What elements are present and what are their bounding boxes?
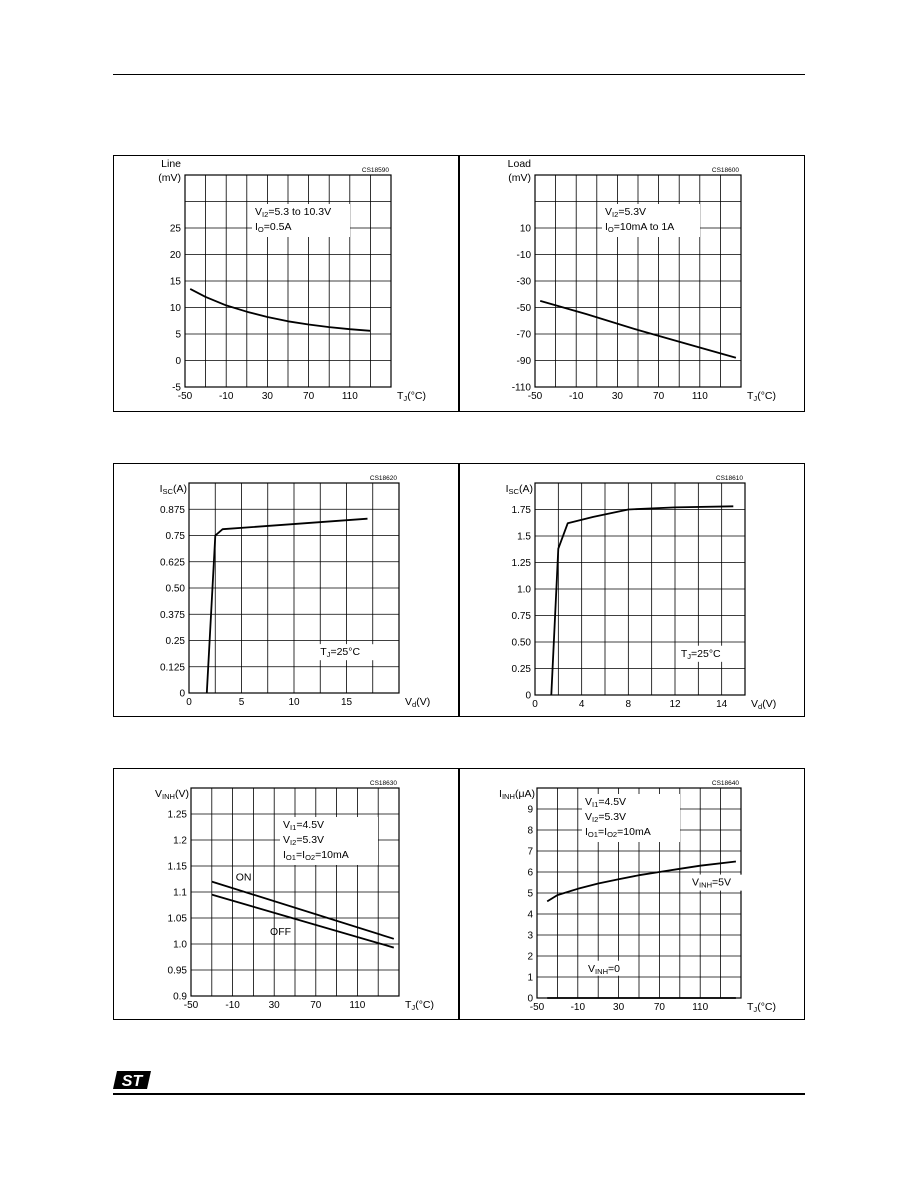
- y-tick-label: 0.75: [165, 531, 185, 542]
- annotation-text: VINH=5V: [692, 876, 732, 890]
- x-tick-label: 12: [669, 699, 681, 710]
- annotation-text: ON: [235, 871, 252, 884]
- chart-code: CS18640: [711, 780, 739, 787]
- series-line-on: [212, 882, 394, 939]
- st-logo-icon: [113, 1069, 153, 1091]
- y-tick-label: -30: [516, 276, 531, 288]
- x-tick-label: 30: [268, 1000, 280, 1011]
- x-tick-label: 30: [611, 391, 623, 402]
- y-tick-label: 0.50: [165, 583, 185, 595]
- y-axis-label: VINH(V): [154, 788, 189, 801]
- y-tick-label: 1.0: [173, 939, 187, 951]
- chart-svg: [459, 155, 805, 412]
- header-rule: [113, 74, 805, 75]
- y-tick-label: -5: [172, 382, 181, 394]
- y-tick-label: 1.0: [517, 584, 531, 596]
- condition-text: VI1=4.5V: [283, 819, 325, 832]
- x-tick-label: 70: [310, 1000, 322, 1011]
- x-tick-label: 4: [578, 699, 585, 710]
- y-tick-label: 0: [175, 356, 181, 367]
- x-tick-label: 70: [303, 391, 315, 402]
- x-tick-label: 30: [613, 1002, 625, 1013]
- condition-text: IO=0.5A: [255, 221, 292, 234]
- y-tick-label: 1.25: [167, 809, 187, 821]
- y-tick-label: 0.95: [167, 965, 187, 977]
- chart-code: CS18630: [369, 780, 397, 787]
- y-axis-label: (mV): [158, 172, 181, 184]
- y-tick-label: 0.25: [165, 636, 185, 647]
- annotation-text: TJ=25°C: [680, 647, 721, 661]
- x-axis-label: TJ(°C): [405, 999, 434, 1012]
- y-tick-label: 7: [527, 846, 533, 858]
- panel-inhibit-current: [459, 768, 805, 1020]
- condition-text: VI2=5.3V: [585, 811, 627, 824]
- x-axis-label: Vd(V): [751, 698, 777, 711]
- x-axis-label: TJ(°C): [747, 1001, 776, 1014]
- chart-code: CS18620: [369, 475, 397, 482]
- y-axis-label: ISC(A): [505, 483, 533, 496]
- y-tick-label: -50: [516, 303, 531, 314]
- condition-text: IO1=IO2=10mA: [585, 826, 651, 839]
- panel-short-circuit-current-2: [459, 463, 805, 717]
- y-tick-label: 1.2: [173, 835, 187, 847]
- x-tick-label: 15: [340, 697, 353, 708]
- condition-text: VI2=5.3 to 10.3V: [255, 206, 332, 219]
- annotation-text: TJ=25°C: [320, 646, 361, 660]
- y-tick-label: 2: [527, 951, 533, 963]
- y-tick-label: -10: [516, 250, 531, 261]
- x-tick-label: 14: [716, 699, 728, 710]
- x-tick-label: 10: [288, 697, 300, 708]
- y-tick-label: 0: [525, 690, 531, 702]
- y-axis-label: ISC(A): [159, 483, 187, 496]
- condition-text: VI2=5.3V: [283, 834, 325, 847]
- x-tick-label: 30: [261, 391, 273, 402]
- panel-line-regulation: [113, 155, 459, 412]
- x-tick-label: 70: [653, 391, 665, 402]
- y-tick-label: 0: [179, 688, 185, 700]
- panel-frame: [460, 156, 805, 412]
- y-tick-label: 0.375: [159, 609, 185, 621]
- x-axis-label: TJ(°C): [747, 390, 776, 403]
- y-tick-label: 3: [527, 930, 533, 942]
- annotation-text: OFF: [270, 926, 292, 939]
- y-tick-label: 10: [169, 303, 181, 314]
- x-tick-label: -10: [225, 1000, 240, 1011]
- y-tick-label: 1.15: [167, 861, 187, 873]
- y-axis-label: Load: [507, 158, 531, 170]
- y-tick-label: 10: [519, 223, 531, 235]
- y-tick-label: 4: [527, 909, 533, 921]
- y-tick-label: 15: [169, 276, 181, 288]
- condition-text: IO=10mA to 1A: [605, 221, 675, 234]
- y-tick-label: 1.1: [173, 887, 187, 899]
- series-line-off: [212, 895, 394, 948]
- y-tick-label: 20: [169, 250, 181, 261]
- x-tick-label: 110: [692, 1002, 709, 1013]
- chart-code: CS18600: [711, 167, 739, 174]
- condition-text: VI2=5.3V: [605, 206, 647, 219]
- x-tick-label: 0: [186, 697, 192, 708]
- panel-short-circuit-current-1: [113, 463, 459, 717]
- y-tick-label: 8: [527, 825, 533, 837]
- y-axis-label: Line: [161, 158, 181, 170]
- y-tick-label: 25: [169, 223, 181, 235]
- y-tick-label: 1: [527, 972, 533, 984]
- x-tick-label: 110: [341, 391, 358, 402]
- y-axis-label: IINH(μA): [499, 788, 535, 801]
- y-tick-label: 0.625: [159, 557, 185, 569]
- panel-frame: [460, 464, 805, 717]
- y-tick-label: 6: [527, 867, 533, 879]
- y-tick-label: 0.50: [511, 637, 531, 649]
- annotation-text: VINH=0: [588, 962, 620, 976]
- x-tick-label: -10: [570, 1002, 586, 1013]
- panel-load-regulation: [459, 155, 805, 412]
- x-tick-label: 70: [653, 1002, 665, 1013]
- y-tick-label: 5: [527, 888, 533, 900]
- y-tick-label: 1.75: [511, 505, 531, 516]
- y-tick-label: 0.25: [511, 664, 531, 675]
- condition-text: VI1=4.5V: [585, 796, 627, 809]
- y-tick-label: 1.05: [167, 913, 187, 925]
- chart-svg: [113, 463, 459, 717]
- x-tick-label: 5: [238, 697, 245, 708]
- chart-code: CS18590: [361, 167, 389, 174]
- chart-svg: [459, 768, 805, 1020]
- svg-text:ST: ST: [121, 1073, 143, 1090]
- x-axis-label: Vd(V): [405, 696, 431, 709]
- x-tick-label: -50: [177, 391, 193, 402]
- condition-text: IO1=IO2=10mA: [283, 849, 349, 862]
- x-tick-label: 8: [625, 699, 632, 710]
- x-tick-label: 110: [349, 1000, 366, 1011]
- x-tick-label: -10: [568, 391, 584, 402]
- chart-svg: [113, 155, 459, 412]
- x-axis-label: TJ(°C): [397, 390, 426, 403]
- y-tick-label: 0.75: [511, 611, 531, 622]
- x-tick-label: 0: [532, 699, 538, 710]
- x-tick-label: -50: [183, 1000, 199, 1011]
- y-tick-label: 1.5: [517, 531, 531, 543]
- y-tick-label: 5: [175, 329, 181, 341]
- y-axis-label: (mV): [508, 172, 531, 184]
- y-tick-label: 0.875: [159, 504, 185, 516]
- y-tick-label: 1.25: [511, 558, 531, 569]
- y-tick-label: -90: [516, 356, 531, 367]
- panel-frame: [114, 156, 459, 412]
- series-line: [551, 506, 733, 695]
- footer-rule: [113, 1093, 805, 1095]
- y-tick-label: -110: [511, 382, 531, 394]
- chart-svg: [113, 768, 459, 1020]
- series-line: [190, 289, 370, 331]
- chart-code: CS18610: [715, 475, 743, 482]
- panel-inhibit-voltage: [113, 768, 459, 1020]
- x-tick-label: -10: [218, 391, 234, 402]
- chart-svg: [459, 463, 805, 717]
- y-tick-label: 0: [527, 993, 533, 1005]
- x-tick-label: 110: [691, 391, 708, 402]
- x-tick-label: -50: [527, 391, 543, 402]
- y-tick-label: 0.9: [173, 991, 187, 1003]
- y-tick-label: 9: [527, 804, 533, 816]
- y-tick-label: 0.125: [159, 662, 185, 674]
- y-tick-label: -70: [516, 329, 531, 341]
- x-tick-label: -50: [529, 1002, 545, 1013]
- panel-frame: [114, 769, 459, 1020]
